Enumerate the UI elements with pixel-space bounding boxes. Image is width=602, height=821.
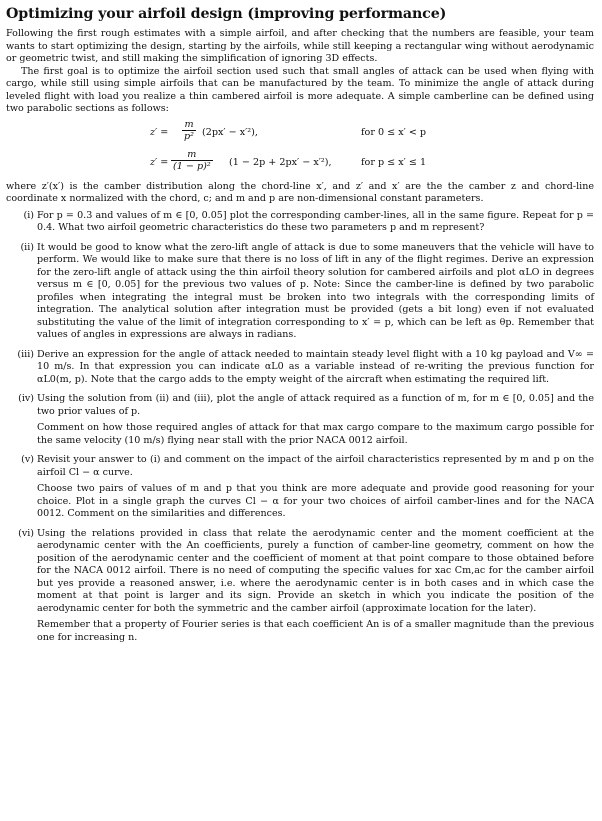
question-item xyxy=(6,528,594,645)
equation-2-body: (1 − 2p + 2px′ − x′²), xyxy=(229,156,332,168)
equation-row-2 xyxy=(6,149,594,177)
question-paragraph: Comment on how those required angles of attack for that max cargo compare to the maximum cargo possible for the same velocity (10 m/s) flying near stall with the prior NACA 0012 airfoil. xyxy=(37,422,594,446)
equation-2-numerator: m xyxy=(187,148,197,160)
question-paragraph: It would be good to know what the zero-lift angle of attack is due to some maneuvers that the vehicle will have to perform. We would like to make sure that there is no loss of lift in any of the flight regimes. Derive an expression for the zero-lift angle of attack using the thin airfoil theory solution for cambered airfoils and plot αLO in degrees versus m ∈ [0, 0.05] for the previous two values of p. Note: Since the camber-line is defined by two parabolic profiles when integrating the integral must be broken into two integrals with the corresponding limits of integration. The analytical solution after integration must be provided (gets a bit long) even if not evaluated substituting the value of the limit of integration corresponding to x′ = p, which can be left as θp. Remember that values of angles in expressions are always in radians. xyxy=(37,241,594,340)
question-label: (v) xyxy=(21,454,34,465)
question-label: (iv) xyxy=(18,393,34,404)
section-title: Optimizing your airfoil design (improving performance) xyxy=(6,6,447,22)
question-label: (vi) xyxy=(18,527,34,539)
equation-1-fraction xyxy=(182,119,196,142)
question-item xyxy=(6,349,594,387)
equation-2-lhs: z′ = xyxy=(150,156,169,168)
question-list xyxy=(6,210,594,645)
equation-1-body: (2px′ − x′²), xyxy=(202,126,258,138)
equation-2-condition: for p ≤ x′ ≤ 1 xyxy=(361,156,427,168)
question-paragraph: For p = 0.3 and values of m ∈ [0, 0.05] plot the corresponding camber-lines, all in the same figure. Repeat for p = 0.4. What two airfoil geometric characteristics do these two parameters p and m represent? xyxy=(37,209,594,233)
question-paragraph: Choose two pairs of values of m and p that you think are more adequate and provide good reasoning for your choice. Plot in a single graph the curves Cl − α for your two choices of airfoil camber-lines and for the NACA 0012. Comment on the similarities and differences. xyxy=(37,483,594,519)
question-item xyxy=(6,454,594,521)
question-paragraph: Revisit your answer to (i) and comment on the impact of the airfoil characteristics represented by m and p on the airfoil Cl − α curve. xyxy=(37,454,594,478)
equation-1-condition: for 0 ≤ x′ < p xyxy=(361,126,427,138)
question-label: (i) xyxy=(23,209,34,221)
question-item xyxy=(6,210,594,235)
equation-1-lhs: z′ = xyxy=(150,126,169,138)
camberline-equations xyxy=(6,119,594,179)
question-label: (iii) xyxy=(17,348,34,360)
equation-2-denominator: (1 − p)² xyxy=(173,160,211,172)
question-item xyxy=(6,393,594,447)
question-paragraph: Using the solution from (ii) and (iii), plot the angle of attack required as a function of m, for m ∈ [0, 0.05] and the two prior values of p. xyxy=(37,393,594,417)
question-item xyxy=(6,242,594,342)
equation-1-numerator: m xyxy=(184,118,194,130)
equation-2-fraction xyxy=(171,149,213,172)
question-paragraph: Remember that a property of Fourier series is that each coefficient An is of a smaller magnitude than the previous one for increasing n. xyxy=(37,619,594,643)
document-page xyxy=(6,6,594,651)
equation-1-denominator: p² xyxy=(184,130,194,142)
equation-row-1 xyxy=(6,119,594,147)
intro-paragraph: Following the first rough estimates with a simple airfoil, and after checking that the numbers are feasible, your team wants to start optimizing the design, starting by the airfoils, while still keeping a rectangular wing without aerodynamic or geometric twist, and still making the simplification of ignoring 3D effects. xyxy=(6,28,594,64)
question-paragraph: Derive an expression for the angle of attack needed to maintain steady level flight with a 10 kg payload and V∞ = 10 m/s. In that expression you can indicate αL0 as a variable instead of re-writing the previous function for αL0(m, p). Note that the cargo adds to the empty weight of the aircraft when estimating the required lift. xyxy=(37,348,594,385)
where-paragraph: where z′(x′) is the camber distribution along the chord-line x′, and z′ and x′ are the the camber z and chord-line coordinate x normalized with the chord, c; and m and p are non-dimensional constant parameters. xyxy=(6,180,594,204)
question-label: (ii) xyxy=(20,241,34,253)
goal-paragraph: The first goal is to optimize the airfoil section used such that small angles of attack can be used when flying with cargo, while still using simple airfoils that can be manufactured by the team. To minimize the angle of attack during leveled flight with load you realize a thin cambered airfoil is more adequate. A simple camberline can be defined using two parabolic sections as follows: xyxy=(6,65,594,114)
question-paragraph: Using the relations provided in class that relate the aerodynamic center and the moment coefficient at the aerodynamic center with the An coefficients, purely a function of camber-line geometry, comment on how the position of the aerodynamic center and the coefficient of moment at that point compare to those obtained before for the NACA 0012 airfoil. There is no need of computing the specific values for xac Cm,ac for the camber airfoil but yes provide a reasoned answer, i.e. where the aerodynamic center is in both cases and in which case the moment at that point is larger and its sign. Provide an sketch in which you indicate the position of the aerodynamic center for both the symmetric and the camber airfoil (approximate location for the later). xyxy=(37,527,594,614)
